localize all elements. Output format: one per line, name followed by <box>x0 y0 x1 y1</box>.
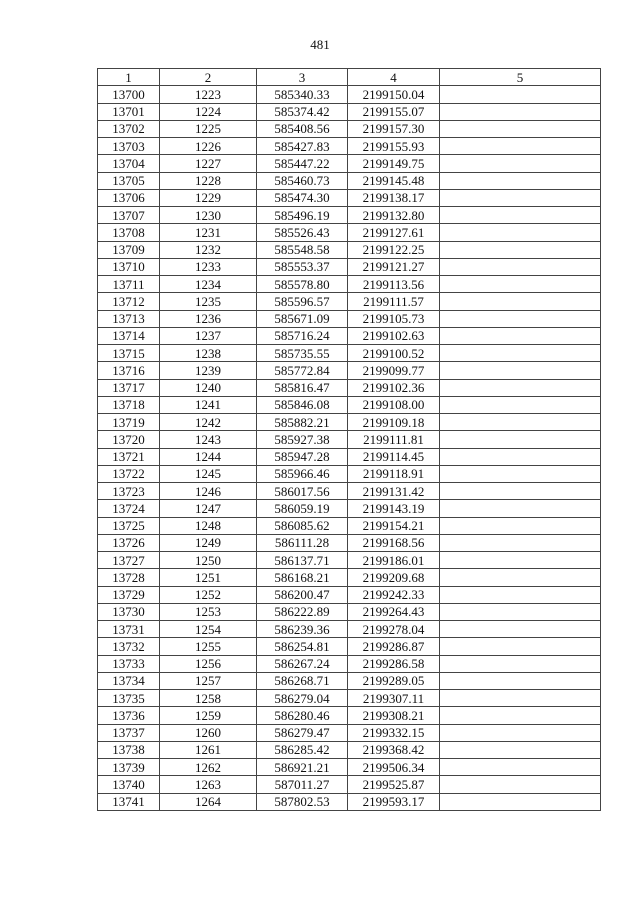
table-cell: 13700 <box>98 86 160 103</box>
table-cell: 1263 <box>160 776 257 793</box>
table-cell: 2199131.42 <box>348 483 440 500</box>
table-cell <box>440 86 601 103</box>
table-cell: 1225 <box>160 120 257 137</box>
table-cell: 1237 <box>160 327 257 344</box>
table-row <box>98 569 601 586</box>
table-cell: 2199102.63 <box>348 327 440 344</box>
table-cell: 13708 <box>98 224 160 241</box>
table-cell: 1252 <box>160 586 257 603</box>
table-row <box>98 138 601 155</box>
column-header: 5 <box>440 69 601 86</box>
table-row <box>98 189 601 206</box>
table-row <box>98 431 601 448</box>
table-row <box>98 534 601 551</box>
table-row <box>98 586 601 603</box>
table-cell: 585846.08 <box>257 396 348 413</box>
table-row <box>98 638 601 655</box>
table-cell: 1223 <box>160 86 257 103</box>
table-cell <box>440 638 601 655</box>
table-cell: 585947.28 <box>257 448 348 465</box>
table-cell: 2199109.18 <box>348 414 440 431</box>
table-cell: 586168.21 <box>257 569 348 586</box>
table-row <box>98 672 601 689</box>
table-cell: 13727 <box>98 552 160 569</box>
table-cell: 1227 <box>160 155 257 172</box>
table-cell: 13735 <box>98 690 160 707</box>
table-row <box>98 207 601 224</box>
table-cell: 586111.28 <box>257 534 348 551</box>
table-cell: 2199368.42 <box>348 741 440 758</box>
table-cell: 2199593.17 <box>348 793 440 810</box>
table-cell: 2199157.30 <box>348 120 440 137</box>
table-cell: 1240 <box>160 379 257 396</box>
table-cell: 1250 <box>160 552 257 569</box>
table-cell <box>440 534 601 551</box>
table-cell: 586285.42 <box>257 741 348 758</box>
table-cell <box>440 414 601 431</box>
table-cell: 1231 <box>160 224 257 241</box>
table-row <box>98 396 601 413</box>
table-cell <box>440 189 601 206</box>
table-cell: 13738 <box>98 741 160 758</box>
table-cell: 2199132.80 <box>348 207 440 224</box>
table-cell <box>440 741 601 758</box>
table-cell: 1233 <box>160 258 257 275</box>
table-cell <box>440 172 601 189</box>
table-cell <box>440 672 601 689</box>
table-cell: 586085.62 <box>257 517 348 534</box>
table-cell <box>440 448 601 465</box>
table-cell: 2199154.21 <box>348 517 440 534</box>
table-cell: 2199307.11 <box>348 690 440 707</box>
table-cell: 2199264.43 <box>348 603 440 620</box>
table-cell: 13722 <box>98 465 160 482</box>
table-cell: 13723 <box>98 483 160 500</box>
table-row <box>98 327 601 344</box>
table-cell <box>440 396 601 413</box>
table-cell: 1255 <box>160 638 257 655</box>
table-cell: 587011.27 <box>257 776 348 793</box>
table-cell: 13712 <box>98 293 160 310</box>
table-row <box>98 552 601 569</box>
table-cell <box>440 431 601 448</box>
table-cell: 585408.56 <box>257 120 348 137</box>
table-cell: 585882.21 <box>257 414 348 431</box>
table-cell <box>440 655 601 672</box>
table-row <box>98 172 601 189</box>
table-row <box>98 793 601 810</box>
table-cell <box>440 465 601 482</box>
table-cell: 13730 <box>98 603 160 620</box>
table-cell: 2199242.33 <box>348 586 440 603</box>
table-cell: 2199186.01 <box>348 552 440 569</box>
table-cell: 1259 <box>160 707 257 724</box>
table-cell: 13701 <box>98 103 160 120</box>
table-cell <box>440 621 601 638</box>
table-cell: 2199127.61 <box>348 224 440 241</box>
table-cell: 2199168.56 <box>348 534 440 551</box>
table-cell: 585340.33 <box>257 86 348 103</box>
table-cell: 1244 <box>160 448 257 465</box>
column-header: 4 <box>348 69 440 86</box>
table-cell: 2199102.36 <box>348 379 440 396</box>
table-cell: 2199289.05 <box>348 672 440 689</box>
table-cell: 585526.43 <box>257 224 348 241</box>
table-cell: 585427.83 <box>257 138 348 155</box>
table-row <box>98 258 601 275</box>
table-cell: 1242 <box>160 414 257 431</box>
table-cell: 13736 <box>98 707 160 724</box>
table-cell: 585816.47 <box>257 379 348 396</box>
table-cell <box>440 707 601 724</box>
table-cell: 13717 <box>98 379 160 396</box>
table-cell: 2199111.57 <box>348 293 440 310</box>
table-cell: 586222.89 <box>257 603 348 620</box>
table-cell <box>440 155 601 172</box>
table-cell <box>440 603 601 620</box>
table-cell: 13714 <box>98 327 160 344</box>
table-row <box>98 741 601 758</box>
table-cell: 1256 <box>160 655 257 672</box>
table-cell: 13710 <box>98 258 160 275</box>
table-cell: 586279.04 <box>257 690 348 707</box>
table-row <box>98 224 601 241</box>
table-cell: 585966.46 <box>257 465 348 482</box>
coordinates-table <box>97 68 601 811</box>
table-cell: 586059.19 <box>257 500 348 517</box>
table-cell: 1251 <box>160 569 257 586</box>
table-cell <box>440 207 601 224</box>
table-cell: 1243 <box>160 431 257 448</box>
table-header-row <box>98 69 601 86</box>
table-cell: 2199138.17 <box>348 189 440 206</box>
table-cell: 13704 <box>98 155 160 172</box>
table-cell: 13739 <box>98 759 160 776</box>
table-cell: 13703 <box>98 138 160 155</box>
table-cell: 2199121.27 <box>348 258 440 275</box>
table-cell: 13702 <box>98 120 160 137</box>
table-body <box>98 86 601 811</box>
table-cell: 2199278.04 <box>348 621 440 638</box>
table-cell <box>440 793 601 810</box>
table-row <box>98 465 601 482</box>
table-row <box>98 310 601 327</box>
table-row <box>98 500 601 517</box>
table-row <box>98 345 601 362</box>
table-cell: 2199506.34 <box>348 759 440 776</box>
table-cell: 585460.73 <box>257 172 348 189</box>
table-row <box>98 759 601 776</box>
table-cell: 1239 <box>160 362 257 379</box>
table-cell: 2199122.25 <box>348 241 440 258</box>
table-cell: 1236 <box>160 310 257 327</box>
table-cell <box>440 224 601 241</box>
table-cell <box>440 776 601 793</box>
table-cell: 2199100.52 <box>348 345 440 362</box>
table-cell: 1247 <box>160 500 257 517</box>
table-cell: 585553.37 <box>257 258 348 275</box>
table-cell: 1264 <box>160 793 257 810</box>
table-row <box>98 86 601 103</box>
table-row <box>98 362 601 379</box>
table-cell: 2199332.15 <box>348 724 440 741</box>
table-cell: 2199155.93 <box>348 138 440 155</box>
table-cell: 586200.47 <box>257 586 348 603</box>
table-cell: 2199108.00 <box>348 396 440 413</box>
table-cell: 13705 <box>98 172 160 189</box>
table-cell: 1260 <box>160 724 257 741</box>
table-cell: 1235 <box>160 293 257 310</box>
table-cell: 1241 <box>160 396 257 413</box>
table-cell: 1249 <box>160 534 257 551</box>
table-cell: 586239.36 <box>257 621 348 638</box>
column-header: 1 <box>98 69 160 86</box>
table-cell: 585447.22 <box>257 155 348 172</box>
table-cell: 2199308.21 <box>348 707 440 724</box>
table-cell: 2199105.73 <box>348 310 440 327</box>
table-cell <box>440 310 601 327</box>
table-cell: 13720 <box>98 431 160 448</box>
table-cell <box>440 500 601 517</box>
table-cell: 13711 <box>98 276 160 293</box>
table-cell: 1234 <box>160 276 257 293</box>
table-cell: 2199286.87 <box>348 638 440 655</box>
table-cell: 586268.71 <box>257 672 348 689</box>
table-cell: 1262 <box>160 759 257 776</box>
table-cell: 13726 <box>98 534 160 551</box>
table-cell: 1230 <box>160 207 257 224</box>
table-cell: 587802.53 <box>257 793 348 810</box>
table-cell: 585671.09 <box>257 310 348 327</box>
table-cell: 2199113.56 <box>348 276 440 293</box>
table-row <box>98 276 601 293</box>
table-row <box>98 517 601 534</box>
table-cell <box>440 552 601 569</box>
table-cell: 13719 <box>98 414 160 431</box>
table-cell: 586254.81 <box>257 638 348 655</box>
table-cell: 13741 <box>98 793 160 810</box>
table-cell: 585474.30 <box>257 189 348 206</box>
table-cell: 13725 <box>98 517 160 534</box>
column-header: 3 <box>257 69 348 86</box>
table-cell: 13740 <box>98 776 160 793</box>
page-number: 481 <box>310 37 330 52</box>
table-cell <box>440 483 601 500</box>
table-cell <box>440 759 601 776</box>
table-cell: 2199155.07 <box>348 103 440 120</box>
table-row <box>98 241 601 258</box>
table-cell: 2199145.48 <box>348 172 440 189</box>
table-cell: 2199209.68 <box>348 569 440 586</box>
table-cell: 13737 <box>98 724 160 741</box>
table-cell <box>440 258 601 275</box>
table-cell: 1248 <box>160 517 257 534</box>
table-row <box>98 707 601 724</box>
table-cell: 1232 <box>160 241 257 258</box>
table-cell: 586017.56 <box>257 483 348 500</box>
table-cell: 13709 <box>98 241 160 258</box>
table-cell: 13707 <box>98 207 160 224</box>
column-header: 2 <box>160 69 257 86</box>
table-cell: 2199111.81 <box>348 431 440 448</box>
table-row <box>98 155 601 172</box>
table-cell <box>440 293 601 310</box>
table-row <box>98 103 601 120</box>
table-cell: 585716.24 <box>257 327 348 344</box>
table-cell <box>440 241 601 258</box>
table-cell <box>440 103 601 120</box>
table-cell: 13716 <box>98 362 160 379</box>
table-cell <box>440 345 601 362</box>
table-cell: 1258 <box>160 690 257 707</box>
table-cell: 2199525.87 <box>348 776 440 793</box>
table-cell: 1261 <box>160 741 257 758</box>
table-cell: 13731 <box>98 621 160 638</box>
table-cell: 2199118.91 <box>348 465 440 482</box>
table-cell: 13734 <box>98 672 160 689</box>
table-cell: 13706 <box>98 189 160 206</box>
table-cell <box>440 517 601 534</box>
table-cell: 1224 <box>160 103 257 120</box>
table-cell <box>440 276 601 293</box>
table-cell: 2199150.04 <box>348 86 440 103</box>
table-cell: 13724 <box>98 500 160 517</box>
table-cell: 585735.55 <box>257 345 348 362</box>
table-cell: 1254 <box>160 621 257 638</box>
table-cell: 585927.38 <box>257 431 348 448</box>
table-cell: 585596.57 <box>257 293 348 310</box>
table-cell: 13715 <box>98 345 160 362</box>
table-cell: 1226 <box>160 138 257 155</box>
table-cell: 13732 <box>98 638 160 655</box>
table-cell: 1246 <box>160 483 257 500</box>
table-cell: 1245 <box>160 465 257 482</box>
table-row <box>98 621 601 638</box>
table-cell: 1228 <box>160 172 257 189</box>
table-cell <box>440 569 601 586</box>
table-cell: 13733 <box>98 655 160 672</box>
table-cell <box>440 586 601 603</box>
table-cell <box>440 327 601 344</box>
table-cell: 1253 <box>160 603 257 620</box>
table-cell: 13713 <box>98 310 160 327</box>
table-cell: 586267.24 <box>257 655 348 672</box>
table-cell: 585548.58 <box>257 241 348 258</box>
table-cell: 2199143.19 <box>348 500 440 517</box>
table-row <box>98 120 601 137</box>
table-cell: 585496.19 <box>257 207 348 224</box>
table-cell: 586280.46 <box>257 707 348 724</box>
table-cell: 1238 <box>160 345 257 362</box>
table-cell: 13721 <box>98 448 160 465</box>
table-cell <box>440 379 601 396</box>
table-cell <box>440 724 601 741</box>
table-cell: 2199286.58 <box>348 655 440 672</box>
table-cell: 1229 <box>160 189 257 206</box>
table-cell: 1257 <box>160 672 257 689</box>
table-row <box>98 724 601 741</box>
table-cell <box>440 362 601 379</box>
table-cell <box>440 690 601 707</box>
table-cell: 2199099.77 <box>348 362 440 379</box>
table-cell: 2199149.75 <box>348 155 440 172</box>
table-cell: 585578.80 <box>257 276 348 293</box>
table-cell: 586137.71 <box>257 552 348 569</box>
table-row <box>98 293 601 310</box>
table-cell: 2199114.45 <box>348 448 440 465</box>
table-row <box>98 414 601 431</box>
table-cell: 586279.47 <box>257 724 348 741</box>
table-row <box>98 448 601 465</box>
table-cell: 586921.21 <box>257 759 348 776</box>
table-row <box>98 655 601 672</box>
table-cell: 585374.42 <box>257 103 348 120</box>
table-row <box>98 603 601 620</box>
table-cell: 13729 <box>98 586 160 603</box>
table-cell <box>440 120 601 137</box>
table-cell <box>440 138 601 155</box>
table-row <box>98 776 601 793</box>
table-cell: 13728 <box>98 569 160 586</box>
table-row <box>98 690 601 707</box>
table-row <box>98 379 601 396</box>
table-cell: 13718 <box>98 396 160 413</box>
table-row <box>98 483 601 500</box>
table-cell: 585772.84 <box>257 362 348 379</box>
